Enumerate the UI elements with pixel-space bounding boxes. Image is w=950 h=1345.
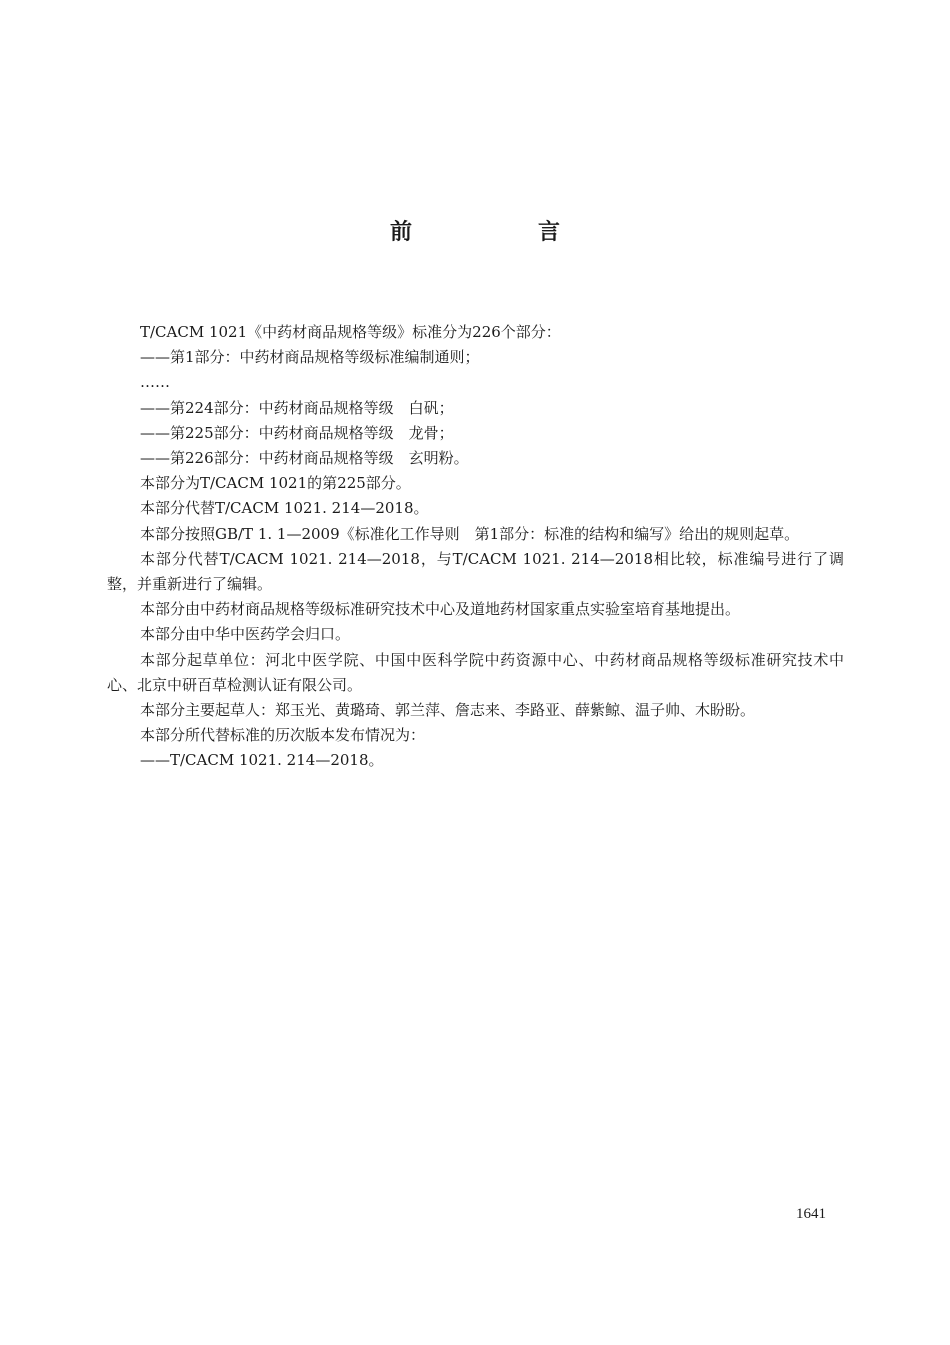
page-number: 1641 [796,1206,826,1222]
list-item-part-226: ——第226部分：中药材商品规格等级 玄明粉。 [140,449,469,468]
page-title: 前 言 [389,220,612,245]
paragraph-drafting-rules: 本部分按照GB/T 1. 1—2009《标准化工作导则 第1部分：标准的结构和编写》给出的规则起草。 [140,524,800,543]
paragraph-replaces: 本部分代替T/CACM 1021. 214—2018。 [140,499,429,518]
list-item-part-225: ——第225部分：中药材商品规格等级 龙骨； [140,423,454,442]
list-ellipsis: …… [140,373,170,392]
document-body [107,320,844,774]
paragraph-proposed-by: 本部分由中药材商品规格等级标准研究技术中心及道地药材国家重点实验室培育基地提出。 [140,600,741,619]
paragraph-this-part: 本部分为T/CACM 1021的第225部分。 [140,474,411,493]
paragraph-version-history: 本部分所代替标准的历次版本发布情况为： [140,726,426,745]
paragraph-drafters: 本部分主要起草人：郑玉光、黄璐琦、郭兰萍、詹志来、李路亚、薛紫鲸、温子帅、木盼盼。 [140,701,756,720]
list-item-previous-version: ——T/CACM 1021. 214—2018。 [140,751,384,770]
paragraph-parts-intro: T/CACM 1021《中药材商品规格等级》标准分为226个部分： [140,323,561,341]
paragraph-centralized-by: 本部分由中华中医药学会归口。 [140,625,351,644]
list-item-part-1: ——第1部分：中药材商品规格等级标准编制通则； [140,348,480,367]
paragraph-changes: 本部分代替T/CACM 1021. 214—2018，与T/CACM 1021. 214—2018相比较，标准编号进行了调整，并重新进行了编辑。 [107,549,844,594]
paragraph-drafting-units: 本部分起草单位：河北中医学院、中国中医科学院中药资源中心、中药材商品规格等级标准研究技术中心、北京中研百草检测认证有限公司。 [107,650,844,694]
list-item-part-224: ——第224部分：中药材商品规格等级 白矾； [140,398,454,417]
